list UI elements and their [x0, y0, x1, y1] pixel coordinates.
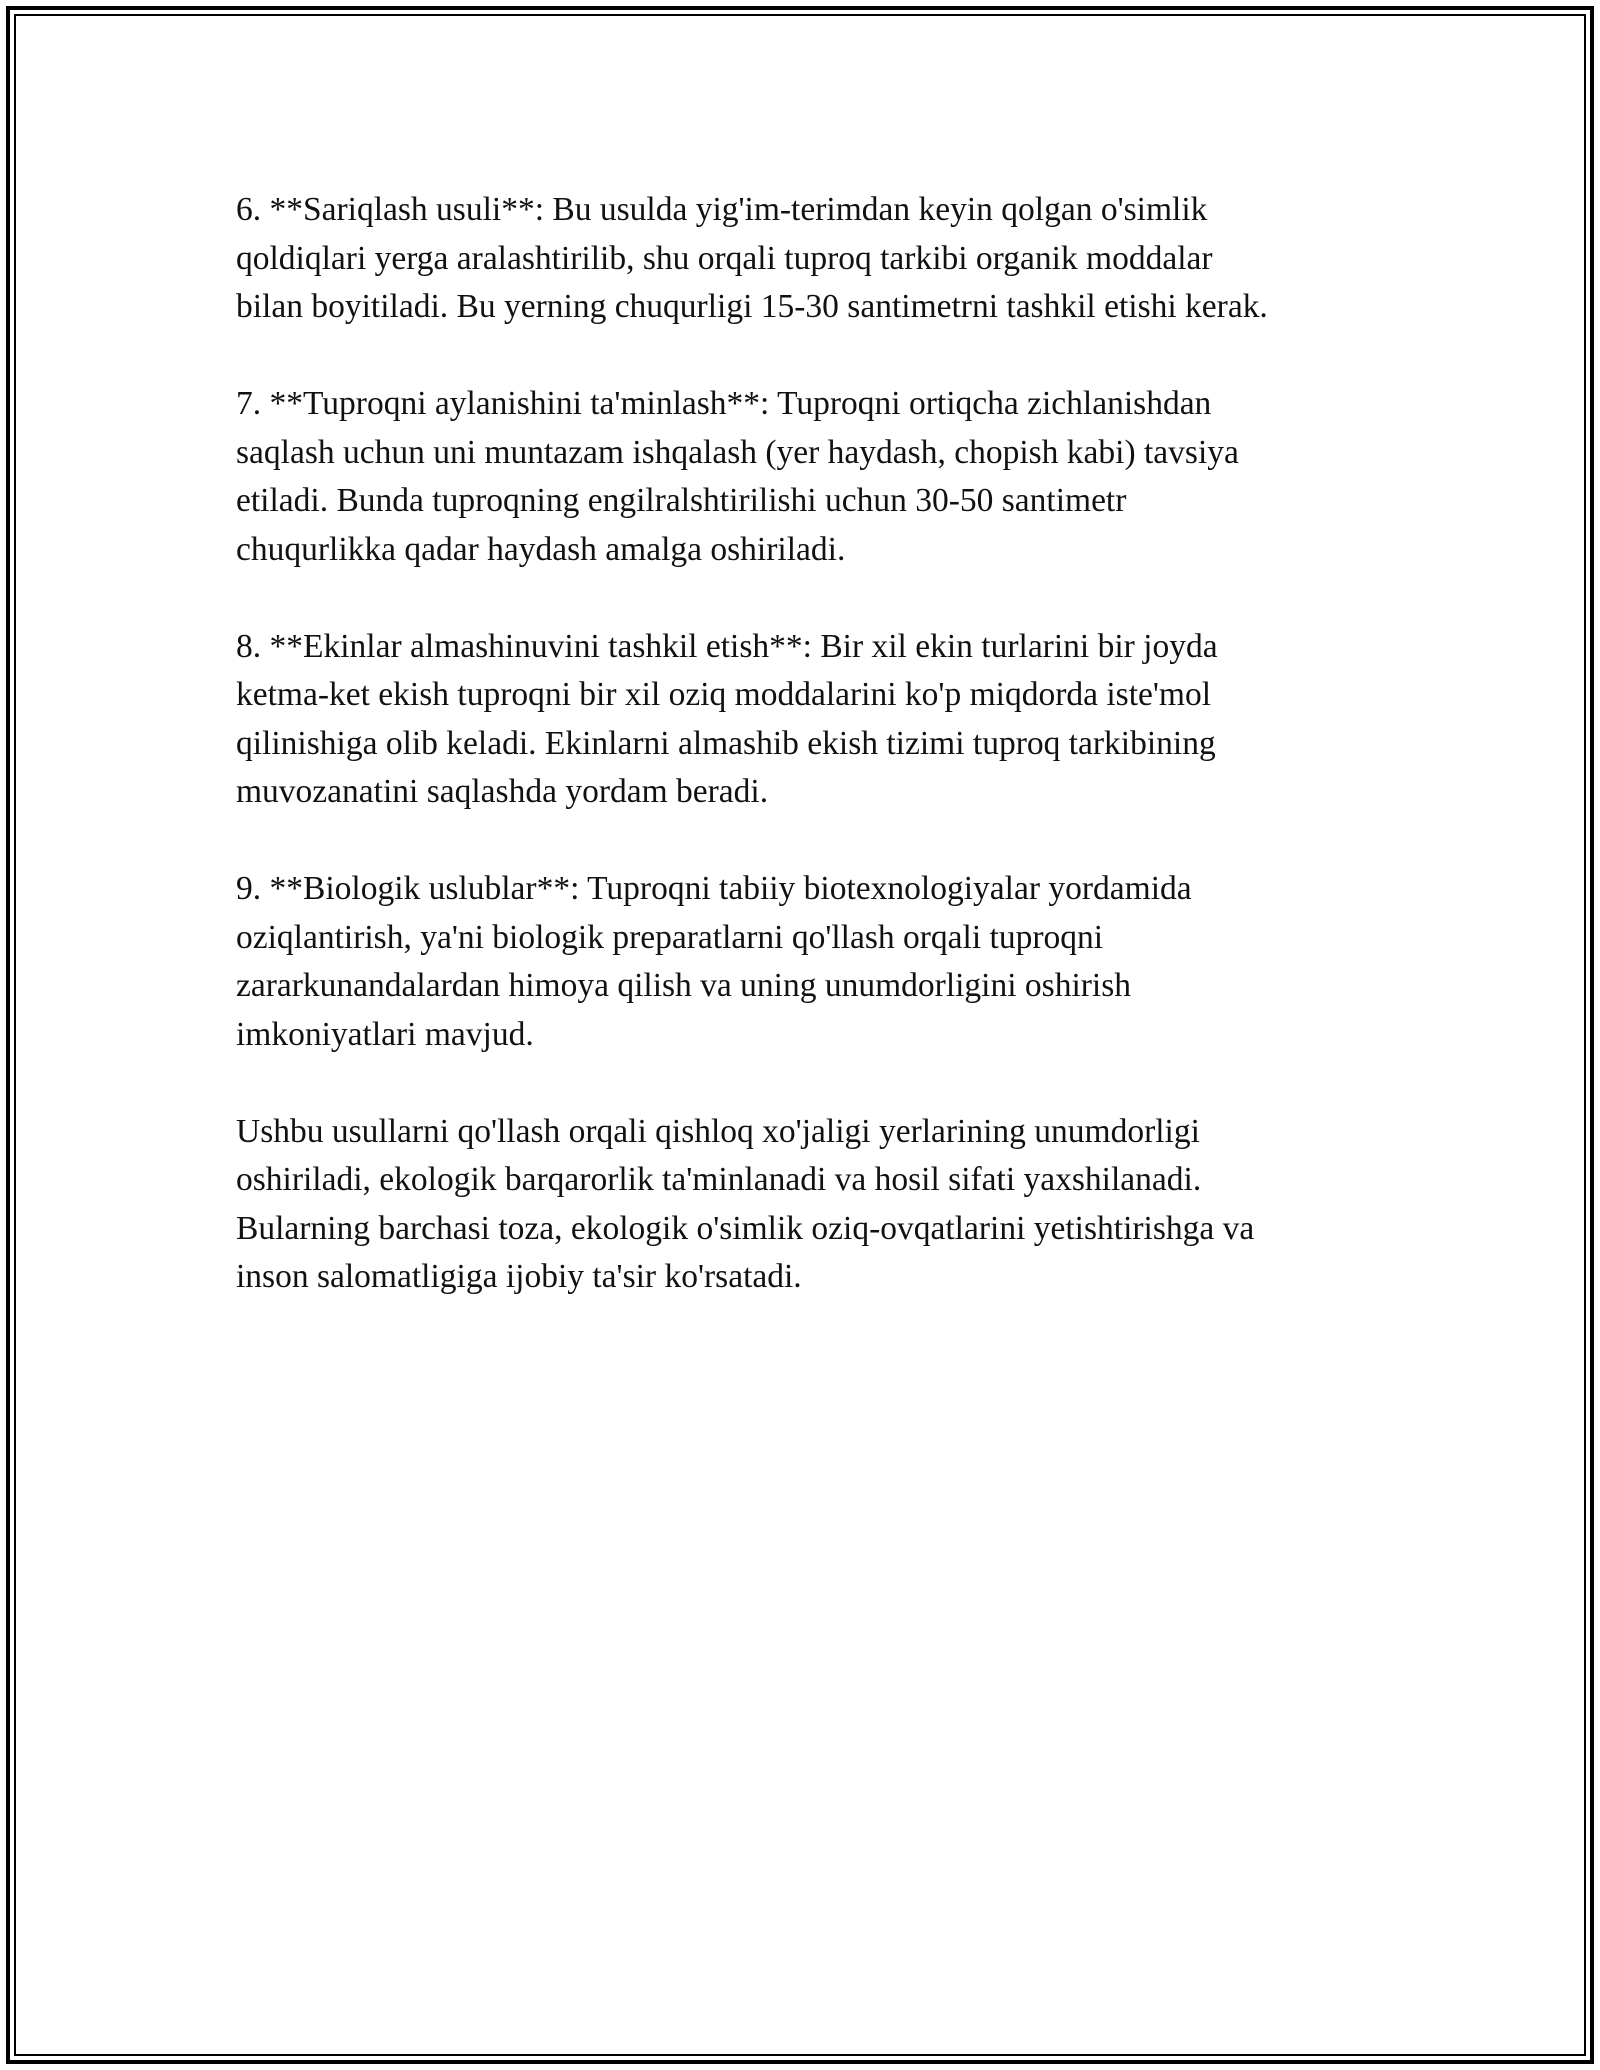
text-line: Bularning barchasi toza, ekologik o'simlik oziq-ovqatlarini yetishtirishga va	[236, 1209, 1255, 1247]
text-line: bilan boyitiladi. Bu yerning chuqurligi 15-30 santimetrni tashkil etishi kerak.	[236, 288, 1268, 325]
text-line: 8. **Ekinlar almashinuvini tashkil etish**: Bir xil ekin turlarini bir joyda	[236, 627, 1218, 665]
text-line: 9. **Biologik uslublar**: Tuproqni tabiiy biotexnologiyalar yordamida	[236, 870, 1192, 907]
text-line: chuqurlikka qadar haydash amalga oshiriladi.	[236, 530, 846, 568]
paragraph-sariqlash-usuli	[236, 186, 1416, 332]
text-line: saqlash uchun uni muntazam ishqalash (yer haydash, chopish kabi) tavsiya	[236, 433, 1239, 471]
text-line: muvozanatini saqlashda yordam beradi.	[236, 773, 769, 810]
text-line: zararkunandalardan himoya qilish va uning unumdorligini oshirish	[236, 967, 1132, 1004]
text-line: qoldiqlari yerga aralashtirilib, shu orqali tuproq tarkibi organik moddalar	[236, 239, 1213, 277]
document-body	[236, 186, 1416, 1350]
text-line: ketma-ket ekish tuproqni bir xil oziq moddalarini ko'p miqdorda iste'mol	[236, 676, 1212, 713]
paragraph-ekinlar-almashinuvi	[236, 623, 1416, 817]
text-line: Ushbu usullarni qo'llash orqali qishloq xo'jaligi yerlarining unumdorligi	[236, 1112, 1200, 1150]
text-line: 7. **Tuproqni aylanishini ta'minlash**: Tuproqni ortiqcha zichlanishdan	[236, 385, 1212, 422]
text-line: imkoniyatlari mavjud.	[236, 1015, 534, 1053]
text-line: etiladi. Bunda tuproqning engilralshtirilishi uchun 30-50 santimetr	[236, 482, 1127, 519]
text-line: oziqlantirish, ya'ni biologik preparatlarni qo'llash orqali tuproqni	[236, 918, 1104, 956]
text-line: qilinishiga olib keladi. Ekinlarni almashib ekish tizimi tuproq tarkibining	[236, 724, 1216, 762]
text-line: oshiriladi, ekologik barqarorlik ta'minlanadi va hosil sifati yaxshilanadi.	[236, 1161, 1202, 1198]
paragraph-tuproqni-aylanishi	[236, 380, 1416, 574]
paragraph-conclusion	[236, 1108, 1416, 1302]
paragraph-biologik-uslublar	[236, 865, 1416, 1059]
text-line: inson salomatligiga ijobiy ta'sir ko'rsatadi.	[236, 1258, 802, 1295]
text-line: 6. **Sariqlash usuli**: Bu usulda yig'im-terimdan keyin qolgan o'simlik	[236, 191, 1208, 228]
